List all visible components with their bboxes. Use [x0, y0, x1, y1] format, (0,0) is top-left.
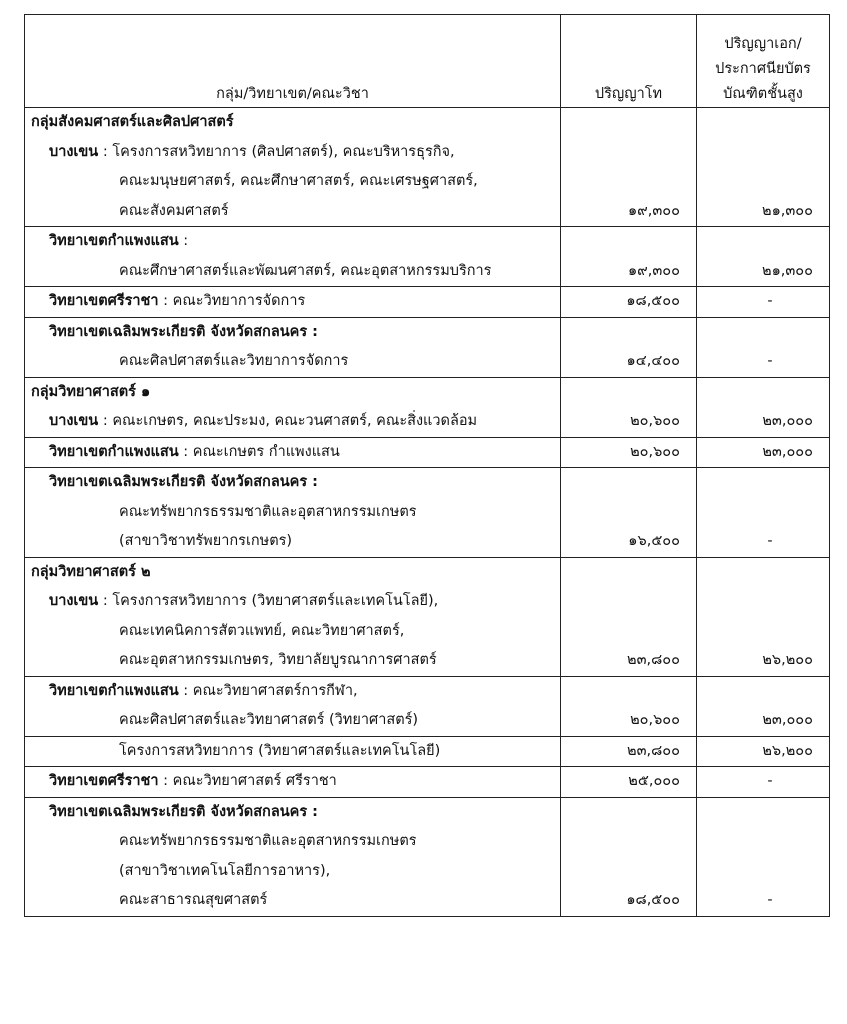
- doctor-fee-cell: [697, 676, 830, 736]
- description-line: [25, 378, 560, 408]
- description-line: [25, 646, 560, 676]
- description-line: [25, 167, 560, 197]
- body-text: คณะสาธารณสุขศาสตร์: [119, 892, 268, 908]
- description-line: [25, 468, 560, 498]
- master-fee-cell: [561, 108, 697, 227]
- master-fee-cell: [561, 797, 697, 916]
- header-doctor-line: ปริญญาเอก/: [724, 36, 802, 52]
- doctor-fee-value: -: [767, 533, 773, 549]
- doctor-fee-value: ๒๓,๐๐๐: [762, 413, 813, 429]
- description-line: [25, 227, 560, 257]
- body-text: : คณะวิทยาการจัดการ: [158, 293, 306, 309]
- header-doctor-cell: [697, 15, 830, 108]
- table-row: [25, 377, 830, 437]
- doctor-fee-cell: [697, 317, 830, 377]
- heading-text: วิทยาเขตกำแพงแสน: [49, 682, 179, 699]
- doctor-fee-cell: [697, 736, 830, 767]
- doctor-fee-value: ๒๓,๐๐๐: [762, 443, 813, 460]
- master-fee-cell: [561, 767, 697, 798]
- table-row: [25, 557, 830, 676]
- heading-text: วิทยาเขตเฉลิมพระเกียรติ จังหวัดสกลนคร :: [49, 803, 318, 820]
- description-line: [25, 857, 560, 887]
- header-master-cell: ปริญญาโท: [561, 15, 697, 108]
- body-text: : โครงการสหวิทยาการ (วิทยาศาสตร์และเทคโนโลยี),: [98, 593, 439, 609]
- description-line: [25, 737, 560, 767]
- body-text: : คณะวิทยาศาสตร์ ศรีราชา: [158, 773, 337, 789]
- heading-text: วิทยาเขตศรีราชา: [49, 773, 159, 789]
- description-line: [25, 407, 560, 437]
- heading-text: บางเขน: [49, 413, 99, 429]
- table-row: [25, 227, 830, 287]
- doctor-fee-cell: [697, 557, 830, 676]
- body-text: คณะทรัพยากรธรรมชาติและอุตสาหกรรมเกษตร: [119, 833, 417, 849]
- master-fee-value: ๑๔,๔๐๐: [626, 353, 680, 369]
- description-line: [25, 677, 560, 707]
- doctor-fee-cell: [697, 468, 830, 558]
- master-fee-value: ๒๓,๘๐๐: [627, 742, 680, 759]
- header-doctor-line: บัณฑิตชั้นสูง: [723, 86, 803, 102]
- body-text: คณะเทคนิคการสัตวแพทย์, คณะวิทยาศาสตร์,: [119, 622, 405, 639]
- doctor-fee-value: -: [767, 293, 773, 309]
- description-cell: [25, 287, 561, 318]
- master-fee-value: ๑๘,๕๐๐: [626, 892, 680, 908]
- heading-text: กลุ่มสังคมศาสตร์และศิลปศาสตร์: [31, 114, 234, 130]
- doctor-fee-cell: [697, 287, 830, 318]
- master-fee-cell: [561, 557, 697, 676]
- body-text: คณะมนุษยศาสตร์, คณะศึกษาศาสตร์, คณะเศรษฐศาสตร์,: [119, 173, 478, 189]
- fee-table-body: [25, 108, 830, 917]
- master-fee-value: ๒๕,๐๐๐: [628, 773, 680, 789]
- master-fee-cell: [561, 437, 697, 468]
- master-fee-value: ๑๙,๓๐๐: [627, 262, 680, 279]
- description-line: [25, 617, 560, 647]
- heading-text: บางเขน: [49, 143, 99, 160]
- description-line: [25, 498, 560, 528]
- description-cell: [25, 377, 561, 437]
- master-fee-cell: [561, 317, 697, 377]
- description-cell: [25, 557, 561, 676]
- body-text: คณะศึกษาศาสตร์และพัฒนศาสตร์, คณะอุตสาหกรรมบริการ: [119, 262, 492, 279]
- body-text: : คณะเกษตร กำแพงแสน: [178, 443, 340, 460]
- description-cell: [25, 317, 561, 377]
- doctor-fee-value: -: [767, 773, 773, 789]
- description-cell: [25, 468, 561, 558]
- description-cell: [25, 797, 561, 916]
- body-text: :: [178, 233, 189, 249]
- body-text: คณะศิลปศาสตร์และวิทยาการจัดการ: [119, 353, 349, 369]
- header-row: [25, 15, 830, 108]
- description-line: [25, 257, 560, 287]
- description-line: [25, 767, 560, 797]
- master-fee-cell: [561, 377, 697, 437]
- master-fee-cell: [561, 287, 697, 318]
- master-fee-value: ๑๖,๕๐๐: [628, 533, 680, 549]
- description-line: [25, 287, 560, 317]
- description-line: [25, 706, 560, 736]
- table-row: [25, 736, 830, 767]
- description-cell: [25, 736, 561, 767]
- doctor-fee-cell: [697, 797, 830, 916]
- description-cell: [25, 227, 561, 287]
- master-fee-value: ๒๓,๘๐๐: [627, 652, 680, 668]
- master-fee-cell: [561, 227, 697, 287]
- body-text: : โครงการสหวิทยาการ (ศิลปศาสตร์), คณะบริหารธุรกิจ,: [98, 143, 455, 160]
- master-fee-value: ๒๐,๖๐๐: [630, 443, 680, 460]
- master-fee-value: ๑๘,๕๐๐: [626, 293, 680, 309]
- body-text: โครงการสหวิทยาการ (วิทยาศาสตร์และเทคโนโลยี): [119, 742, 441, 759]
- header-group-cell: กลุ่ม/วิทยาเขต/คณะวิชา: [25, 15, 561, 108]
- heading-text: บางเขน: [49, 593, 99, 609]
- description-line: [25, 438, 560, 468]
- description-line: [25, 587, 560, 617]
- heading-text: กลุ่มวิทยาศาสตร์ ๒: [31, 563, 151, 580]
- doctor-fee-value: ๒๖,๒๐๐: [762, 652, 813, 668]
- description-cell: [25, 676, 561, 736]
- doctor-fee-value: -: [767, 353, 773, 369]
- table-row: [25, 767, 830, 798]
- body-text: คณะทรัพยากรธรรมชาติและอุตสาหกรรมเกษตร: [119, 503, 417, 520]
- description-cell: [25, 437, 561, 468]
- doctor-fee-value: -: [767, 892, 773, 908]
- doctor-fee-value: ๒๓,๐๐๐: [762, 712, 813, 728]
- header-doctor-line: ประกาศนียบัตร: [715, 61, 811, 77]
- heading-text: วิทยาเขตศรีราชา: [49, 293, 159, 309]
- description-line: [25, 827, 560, 857]
- body-text: : คณะเกษตร, คณะประมง, คณะวนศาสตร์, คณะสิ่งแวดล้อม: [98, 413, 478, 429]
- heading-text: วิทยาเขตเฉลิมพระเกียรติ จังหวัดสกลนคร :: [49, 474, 318, 490]
- description-line: [25, 558, 560, 588]
- description-line: [25, 138, 560, 168]
- heading-text: วิทยาเขตกำแพงแสน: [49, 443, 179, 460]
- description-line: [25, 197, 560, 227]
- table-row: [25, 287, 830, 318]
- fee-table: [24, 14, 830, 917]
- doctor-fee-value: ๒๑,๓๐๐: [762, 262, 813, 279]
- description-cell: [25, 108, 561, 227]
- description-line: [25, 108, 560, 138]
- doctor-fee-cell: [697, 767, 830, 798]
- master-fee-cell: [561, 676, 697, 736]
- table-row: [25, 676, 830, 736]
- master-fee-cell: [561, 736, 697, 767]
- heading-text: วิทยาเขตกำแพงแสน: [49, 233, 179, 249]
- doctor-fee-cell: [697, 108, 830, 227]
- doctor-fee-value: ๒๖,๒๐๐: [762, 742, 813, 759]
- master-fee-cell: [561, 468, 697, 558]
- table-row: [25, 468, 830, 558]
- master-fee-value: ๑๙,๓๐๐: [627, 202, 680, 219]
- table-row: [25, 797, 830, 916]
- heading-text: กลุ่มวิทยาศาสตร์ ๑: [31, 383, 151, 400]
- description-line: [25, 798, 560, 828]
- body-text: (สาขาวิชาเทคโนโลยีการอาหาร),: [119, 862, 331, 879]
- body-text: (สาขาวิชาทรัพยากรเกษตร): [119, 533, 293, 549]
- body-text: คณะสังคมศาสตร์: [119, 202, 229, 219]
- doctor-fee-cell: [697, 377, 830, 437]
- description-line: [25, 318, 560, 348]
- master-fee-value: ๒๐,๖๐๐: [630, 712, 680, 728]
- master-fee-value: ๒๐,๖๐๐: [630, 413, 680, 429]
- doctor-fee-cell: [697, 227, 830, 287]
- description-cell: [25, 767, 561, 798]
- body-text: คณะศิลปศาสตร์และวิทยาศาสตร์ (วิทยาศาสตร์): [119, 712, 419, 728]
- body-text: คณะอุตสาหกรรมเกษตร, วิทยาลัยบูรณาการศาสตร์: [119, 652, 437, 668]
- heading-text: วิทยาเขตเฉลิมพระเกียรติ จังหวัดสกลนคร :: [49, 323, 318, 340]
- description-line: [25, 347, 560, 377]
- table-row: [25, 317, 830, 377]
- table-row: [25, 108, 830, 227]
- body-text: : คณะวิทยาศาสตร์การกีฬา,: [178, 682, 358, 699]
- doctor-fee-value: ๒๑,๓๐๐: [762, 202, 813, 219]
- description-line: [25, 527, 560, 557]
- table-row: [25, 437, 830, 468]
- doctor-fee-cell: [697, 437, 830, 468]
- description-line: [25, 886, 560, 916]
